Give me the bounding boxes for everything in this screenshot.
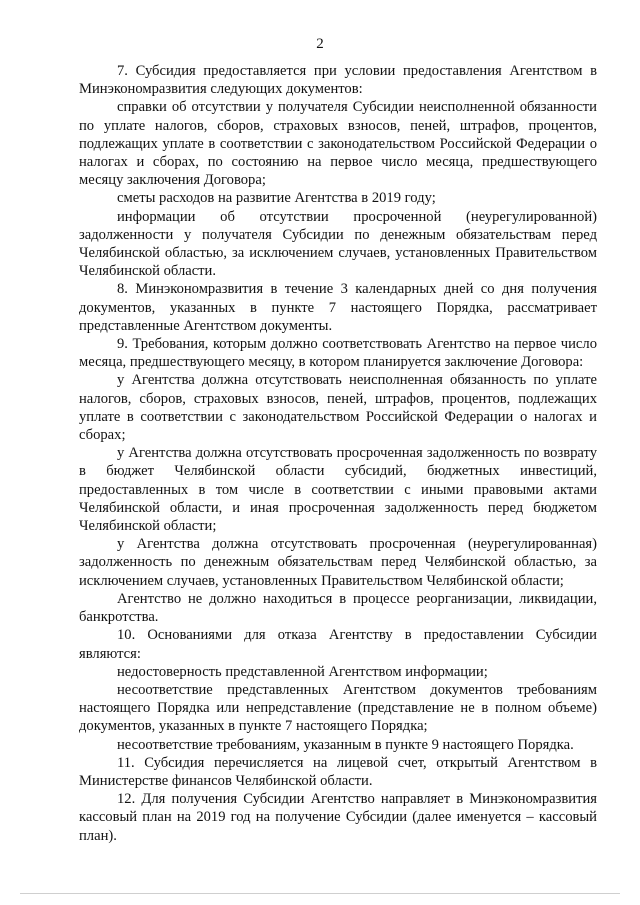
document-body [79,62,597,845]
paragraph-7-debt-information: информации об отсутствии просроченной (неурегулированной) задолженности у получателя Субсидии по денежным обязательствам перед Челябинской областью, за исключением случаев, установленных Правительством Челябинской области. [79,208,597,280]
scan-bottom-edge [20,893,620,894]
paragraph-9-budget-requirement: у Агентства должна отсутствовать просроченная задолженность по возврату в бюджет Челябинской области субсидий, бюджетных инвестиций, предоставленных в том числе в соответствии с иными правовыми актами Челябинской области, и иная просроченная задолженность перед бюджетом Челябинской области; [79,445,597,535]
paragraph-7-tax-certificate: справки об отсутствии у получателя Субсидии неисполненной обязанности по уплате налогов, сборов, страховых взносов, пеней, штрафов, процентов, подлежащих уплате в соответствии с законодательством Российской Федерации о налогах и сборах, по состоянию на первое число месяца, предшествующего месяцу заключения Договора; [79,99,597,189]
paragraph-7-expense-estimate: сметы расходов на развитие Агентства в 2019 году; [117,190,436,207]
paragraph-9-obligation-requirement: у Агентства должна отсутствовать просроченная (неурегулированная) задолженность по денежным обязательствам перед Челябинской областью, за исключением случаев, установленных Правительством Челябинской области; [79,536,597,589]
paragraph-12: 12. Для получения Субсидии Агентство направляет в Минэкономразвития кассовый план на 2019 год на получение Субсидии (далее именуется – кассовый план). [79,791,597,844]
paragraph-10-intro: 10. Основаниями для отказа Агентству в предоставлении Субсидии являются: [79,627,597,662]
paragraph-10-unreliable-info: недостоверность представленной Агентством информации; [117,663,488,680]
paragraph-9-tax-requirement: у Агентства должна отсутствовать неисполненная обязанность по уплате налогов, сборов, страховых взносов, пеней, штрафов, процентов, подлежащих уплате в соответствии с законодательством Российской Федерации о налогах и сборах; [79,372,597,444]
paragraph-10-document-mismatch: несоответствие представленных Агентством документов требованиям настоящего Порядка или непредставление (представление не в полном объеме) документов, указанных в пункте 7 настоящего Порядка; [79,681,597,735]
paragraph-8: 8. Минэкономразвития в течение 3 календарных дней со дня получения документов, указанных в пункте 7 настоящего Порядка, рассматривает представленные Агентством документы. [79,281,597,334]
paragraph-9-reorganization-requirement: Агентство не должно находиться в процессе реорганизации, ликвидации, банкротства. [79,590,597,626]
page-number: 2 [316,36,324,52]
paragraph-9-intro: 9. Требования, которым должно соответствовать Агентство на первое число месяца, предшествующего месяцу, в котором планируется заключение Договора: [79,336,597,371]
paragraph-11: 11. Субсидия перечисляется на лицевой счет, открытый Агентством в Министерстве финансов Челябинской области. [79,754,597,789]
paragraph-7-intro: 7. Субсидия предоставляется при условии предоставления Агентством в Минэкономразвития следующих документов: [79,63,597,98]
paragraph-10-requirement-mismatch: несоответствие требованиям, указанным в пункте 9 настоящего Порядка. [117,736,574,753]
